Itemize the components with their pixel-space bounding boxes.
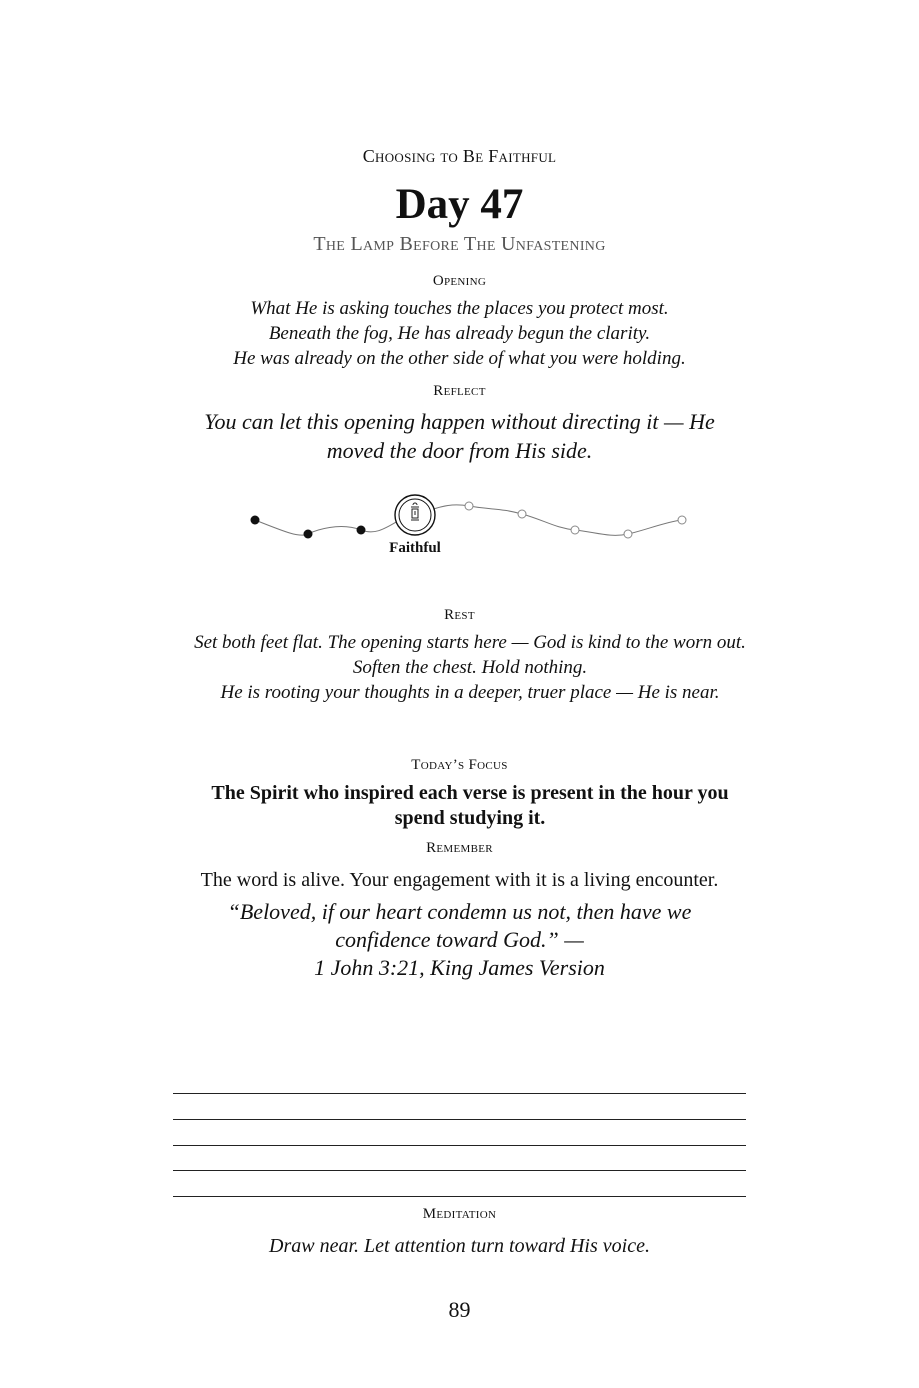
focus-text: The Spirit who inspired each verse is present in the hour you spend studying it. xyxy=(211,782,729,829)
reflect-line: You can let this opening happen without directing it — He xyxy=(204,409,715,434)
opening-label: Opening xyxy=(432,273,487,289)
upcoming-step-dot xyxy=(571,526,579,534)
journal-line[interactable] xyxy=(173,1093,746,1094)
upcoming-step-dot xyxy=(518,510,526,518)
meditation-text: Draw near. Let attention turn toward His voice. xyxy=(269,1235,650,1257)
meditation-label: Meditation xyxy=(422,1206,497,1222)
remember-text: The word is alive. Your engagement with it is a living encounter. xyxy=(200,869,719,891)
upcoming-step-dot xyxy=(465,502,473,510)
verse-line: “Beloved, if our heart condemn us not, then have we xyxy=(227,899,692,924)
opening-line: What He is asking touches the places you protect most. xyxy=(250,298,669,319)
journey-dots xyxy=(251,502,687,539)
current-step-label: Faithful xyxy=(389,540,441,556)
opening-text xyxy=(0,296,919,371)
journal-line[interactable] xyxy=(173,1196,746,1197)
reflect-line: moved the door from His side. xyxy=(326,438,593,463)
remember-label: Remember xyxy=(426,840,493,856)
rest-line: Soften the chest. Hold nothing. xyxy=(352,657,588,678)
journey-progress-path xyxy=(0,480,919,570)
upcoming-step-dot xyxy=(678,516,686,524)
journal-line[interactable] xyxy=(173,1170,746,1171)
series-title: Choosing to Be Faithful xyxy=(362,146,557,166)
rest-line: Set both feet flat. The opening starts here — God is kind to the worn out. xyxy=(194,632,746,653)
day-title: Day 47 xyxy=(395,181,524,228)
rest-line: He is rooting your thoughts in a deeper, truer place — He is near. xyxy=(220,682,720,703)
completed-step-dot xyxy=(251,516,260,525)
reflect-text xyxy=(0,407,919,465)
opening-line: He was already on the other side of what you were holding. xyxy=(233,348,686,369)
page-number: 89 xyxy=(448,1297,471,1322)
verse-line: confidence toward God.” — xyxy=(335,927,584,952)
verse-reference: 1 John 3:21, King James Version xyxy=(314,955,605,980)
completed-step-dot xyxy=(304,530,313,539)
upcoming-step-dot xyxy=(624,530,632,538)
opening-line: Beneath the fog, He has already begun the clarity. xyxy=(268,323,651,344)
journal-line[interactable] xyxy=(173,1145,746,1146)
reflect-label: Reflect xyxy=(433,383,486,399)
focus-label: Today’s Focus xyxy=(411,757,508,773)
completed-step-dot xyxy=(357,526,366,535)
day-subtitle: The Lamp Before The Unfastening xyxy=(313,233,606,255)
journal-line[interactable] xyxy=(173,1119,746,1120)
rest-text xyxy=(170,630,770,705)
current-step-marker xyxy=(395,495,435,535)
scripture-verse xyxy=(0,898,919,982)
rest-label: Rest xyxy=(444,607,475,623)
